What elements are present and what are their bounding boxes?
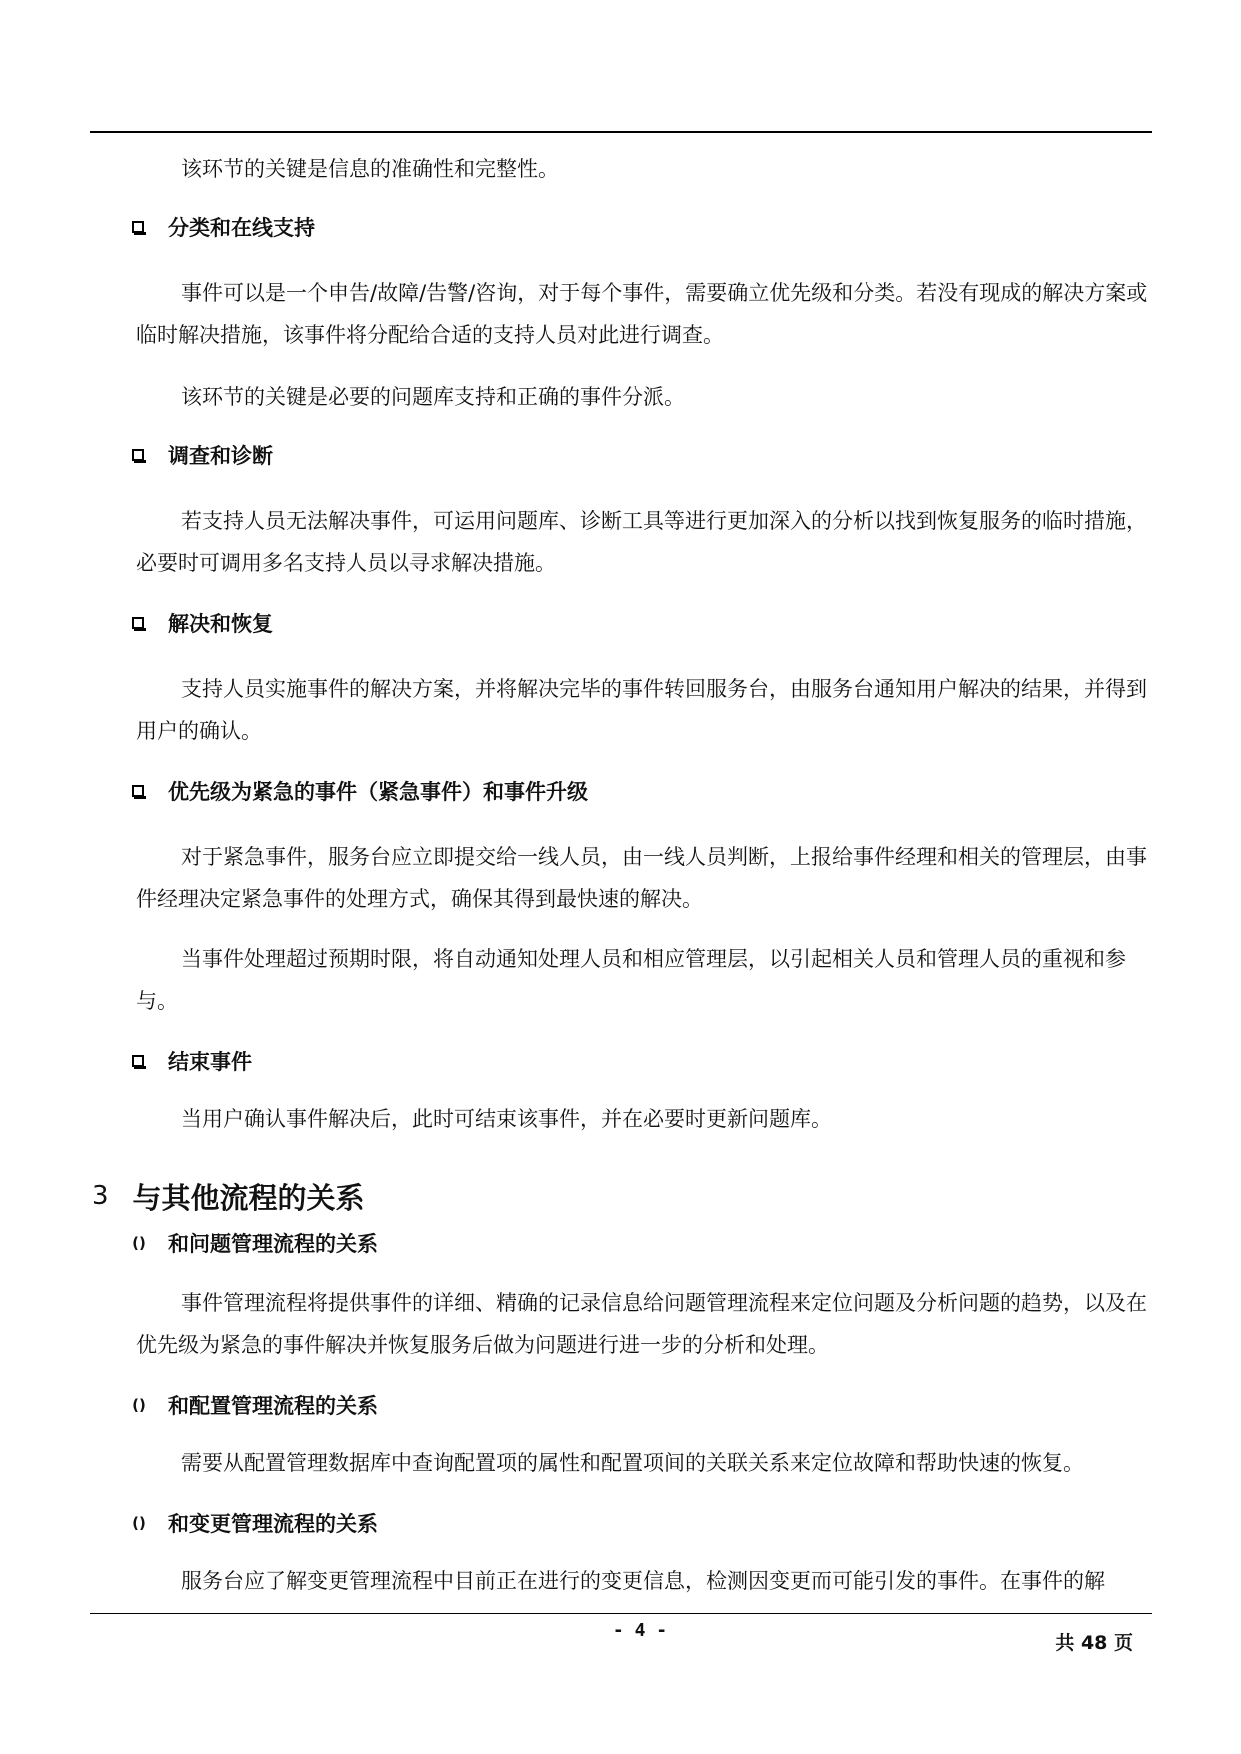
bracket-bullet-icon: () <box>132 1396 146 1414</box>
bullet-heading <box>132 608 273 638</box>
section-number: 3 <box>92 1181 109 1211</box>
sub-heading <box>132 1390 378 1420</box>
sub-heading <box>132 1228 378 1258</box>
heading-text: 和问题管理流程的关系 <box>168 1232 378 1256</box>
checkbox-bullet-icon <box>132 617 144 629</box>
paragraph: 事件管理流程将提供事件的详细、精确的记录信息给问题管理流程来定位问题及分析问题的趋势，以及在优先级为紧急的事件解决并恢复服务后做为问题进行进一步的分析和处理。 <box>136 1291 1147 1357</box>
paragraph: 需要从配置管理数据库中查询配置项的属性和配置项间的关联关系来定位故障和帮助快速的恢复。 <box>181 1451 1084 1475</box>
paragraph: 当用户确认事件解决后，此时可结束该事件，并在必要时更新问题库。 <box>181 1107 832 1131</box>
paragraph: 该环节的关键是信息的准确性和完整性。 <box>181 157 559 181</box>
heading-text: 结束事件 <box>168 1050 252 1074</box>
paragraph: 该环节的关键是必要的问题库支持和正确的事件分派。 <box>181 385 685 409</box>
bullet-heading <box>132 440 273 470</box>
heading-text: 和配置管理流程的关系 <box>168 1394 378 1418</box>
section-heading <box>92 1176 365 1216</box>
footer-rule <box>90 1613 1152 1614</box>
page-total: 共 48 页 <box>1055 1632 1133 1654</box>
checkbox-bullet-icon <box>132 449 144 461</box>
checkbox-bullet-icon <box>132 221 144 233</box>
section-title: 与其他流程的关系 <box>132 1180 365 1215</box>
bracket-bullet-icon: () <box>132 1514 146 1532</box>
paragraph: 当事件处理超过预期时限，将自动通知处理人员和相应管理层，以引起相关人员和管理人员的重视和参与。 <box>136 947 1126 1013</box>
heading-text: 和变更管理流程的关系 <box>168 1512 378 1536</box>
paragraph: 事件可以是一个申告/故障/告警/咨询，对于每个事件，需要确立优先级和分类。若没有现成的解决方案或临时解决措施，该事件将分配给合适的支持人员对此进行调查。 <box>136 281 1148 347</box>
bullet-heading <box>132 212 315 242</box>
sub-heading <box>132 1508 378 1538</box>
checkbox-bullet-icon <box>132 785 144 797</box>
bullet-heading <box>132 1046 252 1076</box>
paragraph: 对于紧急事件，服务台应立即提交给一线人员，由一线人员判断，上报给事件经理和相关的管理层，由事件经理决定紧急事件的处理方式，确保其得到最快速的解决。 <box>136 845 1147 911</box>
paragraph: 支持人员实施事件的解决方案，并将解决完毕的事件转回服务台，由服务台通知用户解决的结果，并得到用户的确认。 <box>136 677 1147 743</box>
heading-text: 解决和恢复 <box>168 612 273 636</box>
heading-text: 分类和在线支持 <box>168 216 315 240</box>
paragraph: 若支持人员无法解决事件，可运用问题库、诊断工具等进行更加深入的分析以找到恢复服务的临时措施，必要时可调用多名支持人员以寻求解决措施。 <box>136 509 1147 575</box>
heading-text: 优先级为紧急的事件（紧急事件）和事件升级 <box>168 780 588 804</box>
bracket-bullet-icon: () <box>132 1234 146 1252</box>
page-number: - 4 - <box>612 1620 668 1641</box>
header-rule <box>90 131 1152 133</box>
checkbox-bullet-icon <box>132 1055 144 1067</box>
heading-text: 调查和诊断 <box>168 444 273 468</box>
paragraph: 服务台应了解变更管理流程中目前正在进行的变更信息，检测因变更而可能引发的事件。在事件的解 <box>181 1569 1105 1593</box>
bullet-heading <box>132 776 588 806</box>
